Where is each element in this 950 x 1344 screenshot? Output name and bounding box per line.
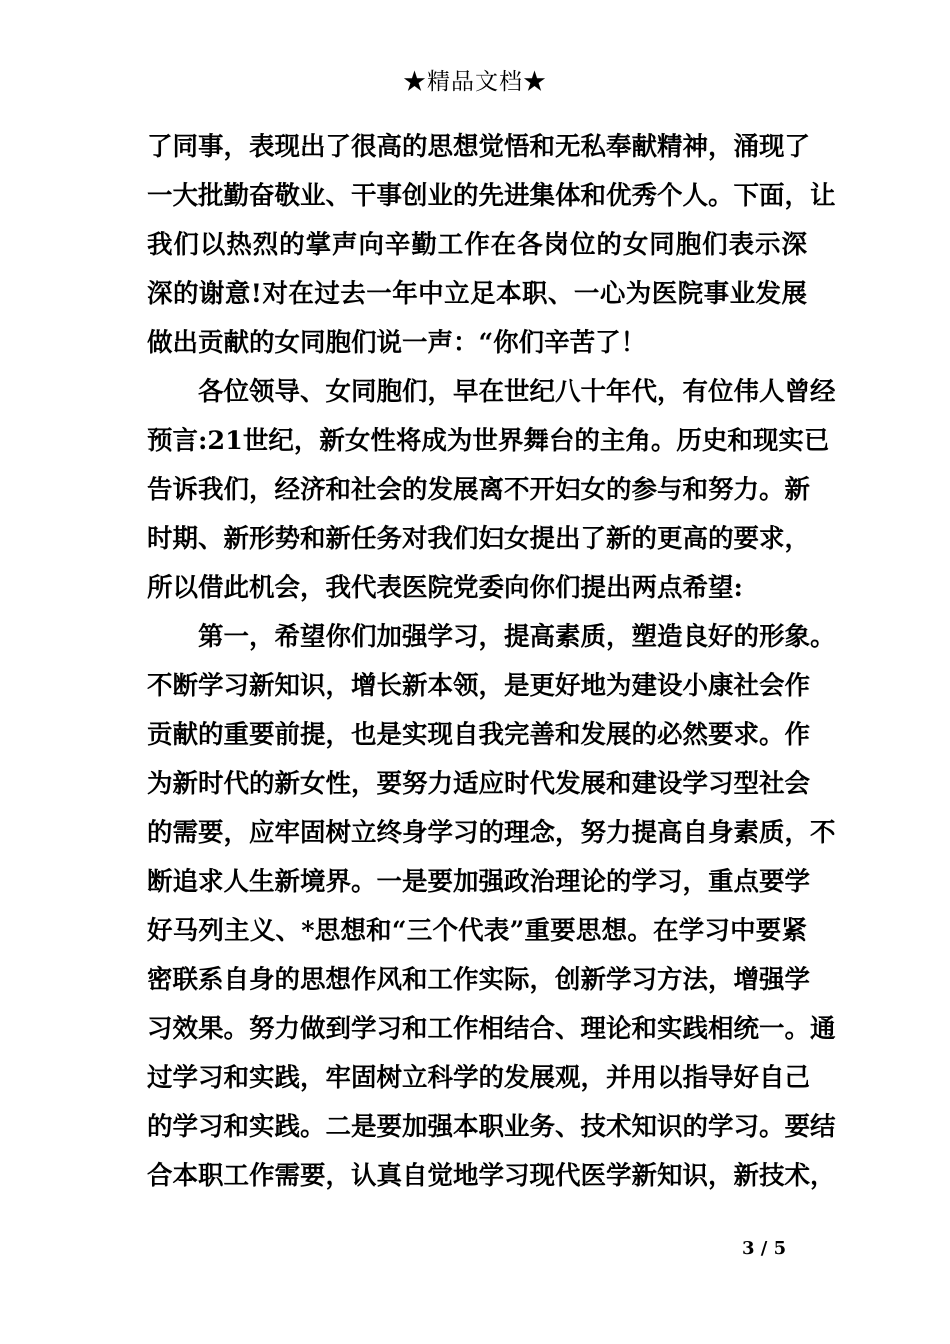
text-line: 合本职工作需要，认真自觉地学习现代医学新知识，新技术， — [147, 1161, 836, 1191]
text-line: 深的谢意!对在过去一年中立足本职、一心为医院事业发展 — [147, 279, 807, 309]
text-line: 我们以热烈的掌声向辛勤工作在各岗位的女同胞们表示深 — [147, 230, 807, 260]
text-line: 断追求人生新境界。一是要加强政治理论的学习，重点要学 — [147, 867, 811, 897]
text-line: 第一，希望你们加强学习，提高素质，塑造良好的形象。 — [147, 622, 836, 652]
text-line: 习效果。努力做到学习和工作相结合、理论和实践相统一。通 — [147, 1014, 836, 1044]
text-line: 了同事，表现出了很高的思想觉悟和无私奉献精神，涌现了 — [147, 132, 811, 162]
text-line: 时期、新形势和新任务对我们妇女提出了新的更高的要求， — [147, 524, 811, 554]
text-line: 过学习和实践，牢固树立科学的发展观，并用以指导好自己 — [147, 1063, 811, 1093]
page-number: 3 / 5 — [742, 1238, 787, 1259]
text-line: 的需要，应牢固树立终身学习的理念，努力提高自身素质，不 — [147, 818, 836, 848]
text-line: 密联系自身的思想作风和工作实际，创新学习方法，增强学 — [147, 965, 811, 995]
text-line: 所以借此机会，我代表医院党委向你们提出两点希望: — [147, 573, 743, 603]
text-line: 告诉我们，经济和社会的发展离不开妇女的参与和努力。新 — [147, 475, 811, 505]
text-line: 的学习和实践。二是要加强本职业务、技术知识的学习。要结 — [147, 1112, 836, 1142]
text-line: 一大批勤奋敬业、干事创业的先进集体和优秀个人。下面，让 — [147, 181, 836, 211]
text-line: 好马列主义、*思想和“三个代表”重要思想。在学习中要紧 — [147, 916, 807, 946]
document-body — [147, 123, 836, 1201]
text-line: 各位领导、女同胞们，早在世纪八十年代，有位伟人曾经 — [147, 377, 836, 407]
text-line: 不断学习新知识，增长新本领，是更好地为建设小康社会作 — [147, 671, 811, 701]
page-header: ★精品文档★ — [403, 69, 547, 95]
text-line: 做出贡献的女同胞们说一声：“你们辛苦了！ — [147, 328, 647, 358]
text-line: 预言:21世纪，新女性将成为世界舞台的主角。历史和现实已 — [147, 426, 830, 456]
text-line: 为新时代的新女性，要努力适应时代发展和建设学习型社会 — [147, 769, 811, 799]
text-line: 贡献的重要前提，也是实现自我完善和发展的必然要求。作 — [147, 720, 811, 750]
